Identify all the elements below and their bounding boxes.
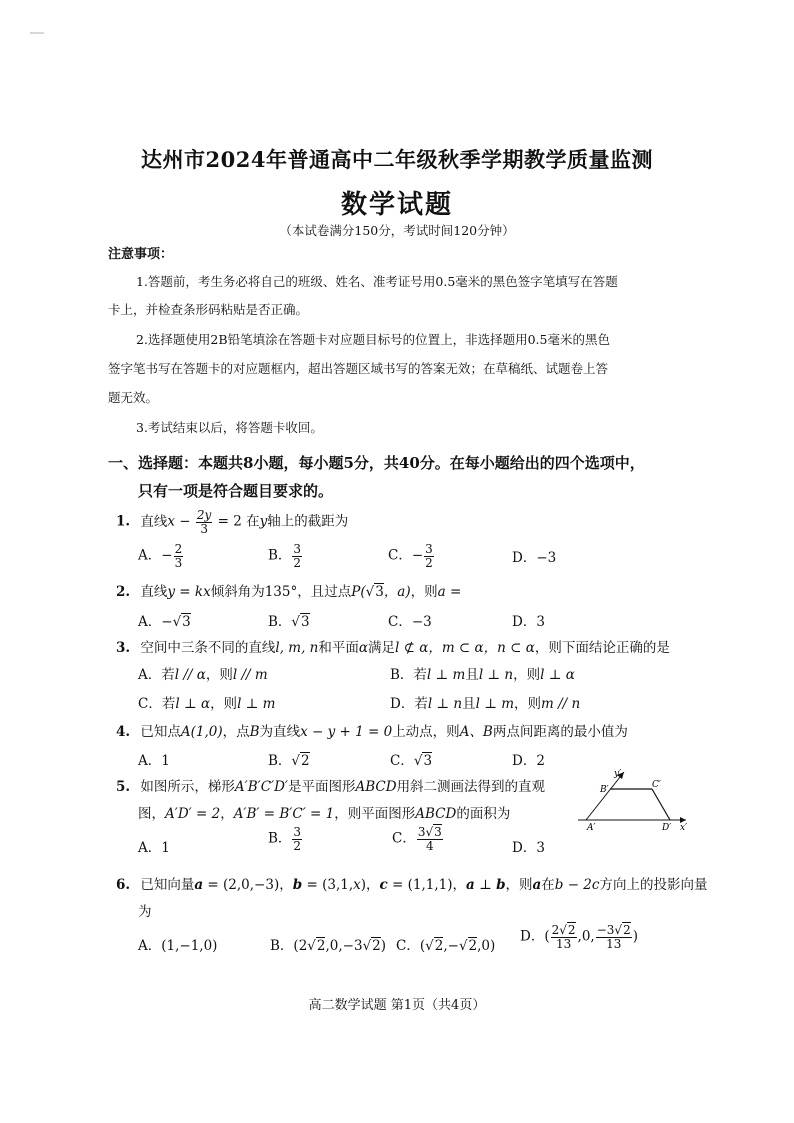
notice-heading: 注意事项： [108,247,174,262]
q5-c-coef: 3 [417,825,426,839]
q3-d-math-2: l ⊥ m [475,696,515,712]
q3-a-label: A． [138,667,162,683]
q6-option-c: C．(√2,−√2,0) [396,938,496,954]
question-2-number: 2. [116,584,131,600]
q3-b-text-1: 若 [413,667,427,683]
question-3-number: 3. [116,640,131,656]
q1-var-x: x [167,513,176,530]
q3-a-text-2: ，则 [205,667,233,683]
q1-a-num: 2 [174,542,183,556]
q3-option-b [390,663,575,683]
q5-c-frac: $\frac{3√3}{4}$ [417,825,442,853]
q1-minus: − [175,513,195,530]
q3-text-4: ，则下面结论正确的是 [534,640,670,656]
q2-b-label: B． [268,614,292,630]
q6-vec-a: a [194,877,204,893]
q5-ad: A′D′ = 2 [165,806,221,822]
q4-option-d [512,749,545,769]
q5-option-c [392,826,444,852]
q5-b-num: 3 [293,825,302,839]
q6-eq-b: = (3,1, [302,877,354,893]
q5-c-radicand: 3 [434,825,442,839]
q3-b-text-3: ，则 [513,667,541,683]
q6-b-part-1: (2 [293,938,308,954]
q6-c-label: C． [396,938,420,954]
q4-text-1: 已知点 [140,724,181,740]
q1-a-sign: − [161,547,173,564]
q2-a-sign: − [161,614,173,630]
q2-point-close: ，a) [383,584,411,600]
q6-d-open: ( [544,928,550,945]
q6-a-label: A． [138,938,162,954]
q4-point-b: B [249,724,260,740]
q6-text-2: ，则 [505,877,533,893]
q2-a-label: A． [138,614,162,630]
q2-d-value: 3 [536,614,545,630]
q5-text-6: ，则平面图形 [334,806,416,822]
q2-text-2: 倾斜角为135°，且过点 [210,584,352,600]
q6-eq-b-close: ) [360,877,367,893]
q6-d-den-1: 13 [555,936,572,951]
q3-option-d [390,692,580,712]
q3-alpha: α [358,640,368,656]
q3-c-math-1: l ⊥ α [175,696,211,712]
q4-line-eq: x − y + 1 = 0 [300,724,393,740]
q4-ab: A、B [459,724,493,740]
q1-a-frac [174,543,184,569]
q2-option-b: B．√3 [268,614,310,630]
q2-option-d [512,610,545,630]
q4-option-a [138,749,170,769]
q5-ab: A′B′ = B′C′ = 1 [233,806,335,822]
scan-speck [30,32,44,34]
q5-option-d [512,836,545,856]
q6-text-3: 在 [541,877,555,893]
q5-text-5: ， [220,806,234,822]
q4-text-3: 为直线 [259,724,301,740]
q3-a-text-1: 若 [161,667,175,683]
question-4-number: 4. [116,724,131,740]
q5-d-value: 3 [536,840,545,856]
section-1-heading-line-2: 只有一项是符合题目要求的。 [138,482,334,500]
q4-c-label: C． [390,753,414,769]
q5-option-a [138,836,170,856]
question-3-stem [116,636,670,656]
q1-c-num: 3 [425,542,433,556]
subject-title: 数学试题 [340,190,453,220]
q1-option-d [512,546,556,566]
q3-d-text-1: 若 [414,696,428,712]
q1-option-c [388,543,435,569]
q1-a-den: 3 [174,555,183,570]
notice-item-3: 3.考试结束以后，将答题卡收回。 [136,420,323,435]
y-axis [586,772,624,820]
notice-item-1-line-2: 卡上，并检查条形码粘贴是否正确。 [108,302,309,317]
q5-trapezoid-figure [572,762,696,834]
q1-fraction [196,509,212,535]
q1-text: 直线 [140,513,168,530]
q4-d-value: 2 [536,753,545,769]
q3-c-text-2: ，则 [210,696,238,712]
q3-b-label: B． [390,667,414,683]
question-5-stem-line-1 [116,775,545,795]
q6-d-den-2: 13 [606,936,622,951]
q1-eq: = 2 在 [213,513,260,530]
q6-option-b: B．(2√2,0,−3√2) [270,938,387,954]
notice-item-2-line-2: 签字笔书写在答题卡的对应题框内，超出答题区域书写的答案无效；在草稿纸、试题卷上答 [108,361,609,376]
q1-frac-den: 3 [200,521,208,536]
page-footer: 高二数学试题 第1页（共4页） [308,998,486,1013]
q4-text-5: 两点间距离的最小值为 [492,724,628,740]
q2-var-a: a = [437,584,462,600]
q4-option-c: C．√3 [390,753,433,769]
q5-abcd-2: ABCD [415,806,457,822]
q5-a-label: A． [138,840,162,856]
q4-text-4: 上动点，则 [392,724,460,740]
q6-d-radicand-1: 2 [567,923,576,937]
label-d: D′ [662,823,672,833]
q6-perp-b: b [496,877,506,893]
q3-d-math-1: l ⊥ n [427,696,463,712]
q3-b-math-2: l ⊥ n [478,667,514,683]
q2-option-a: A．−√3 [138,614,191,630]
q1-b-num: 3 [293,542,302,556]
q3-text-2: 和平面 [318,640,359,656]
notice-item-2-line-1: 2.选择题使用2B铅笔填涂在答题卡对应题目标号的位置上，非选择题用0.5毫米的黑色 [136,332,610,347]
q6-d-coef-1: 2 [551,923,560,937]
q6-var-x: x [353,877,361,893]
q3-a-math-1: l // α [174,667,206,683]
q5-d-label: D． [512,840,537,856]
notice-item-1-line-1: 1.答题前，考生务必将自己的班级、姓名、准考证号用0.5毫米的黑色签字笔填写在答题 [136,274,618,289]
q6-sep-2: ， [366,877,380,893]
q6-option-d [520,924,638,950]
q6-d-frac-1: $\frac{2√2}{13}$ [551,923,576,951]
q1-c-label: C． [388,547,412,564]
q1-post: 轴上的截距为 [267,513,349,530]
label-x: x′ [680,823,688,833]
q6-vec-b: b [292,877,303,893]
q5-text-3: 用斜二测画法得到的直观 [396,779,546,795]
q5-a-value: 1 [161,840,170,856]
q6-sep-1: ， [279,877,293,893]
q1-frac-num: 2y [196,508,212,522]
q4-a-value: 1 [161,753,170,769]
q5-c-label: C． [392,830,416,847]
q4-c-radicand: 3 [423,753,433,769]
q6-d-coef-2: −3 [596,923,615,937]
q1-b-frac [292,543,302,569]
question-1-stem [116,509,348,535]
q1-c-sign: − [411,547,424,564]
q6-c-radicand-1: 2 [434,938,444,954]
q2-a-radicand: 3 [182,614,191,630]
q6-eq-c: = (1,1,1) [387,877,453,893]
q1-d-value: −3 [536,550,557,566]
label-a: A′ [587,823,596,833]
q6-text-1: 已知向量 [140,877,195,893]
question-6-stem-line-2: 为 [138,904,152,920]
q6-text-4: 方向上的投影向量 [599,877,708,893]
q5-text-1: 如图所示，梯形 [140,779,235,795]
q6-vec-a-2: a [532,877,542,893]
q1-c-den: 2 [425,555,433,570]
q6-perp-a: a [466,877,475,893]
q3-d-text-2: 且 [462,696,476,712]
section-1-heading-line-1: 一、选择题：本题共8小题，每小题5分，共40分。在每小题给出的四个选项中， [108,454,645,472]
q6-c-part-2: ,− [443,938,459,954]
q6-c-part-1: ( [419,938,426,954]
label-y: y′ [614,769,622,779]
question-6-stem-line-1 [116,873,707,893]
q3-d-math-3: m // n [541,696,581,712]
segment-cd [652,789,670,820]
q6-d-mid: ,0, [577,928,595,945]
q6-sep-3: ， [452,877,467,893]
q5-text-4: 图， [138,806,165,822]
q2-d-label: D． [512,614,537,630]
q5-text-7: 的面积为 [456,806,511,822]
exam-note: （本试卷满分150分，考试时间120分钟） [279,223,515,238]
q6-d-close: ) [632,928,638,945]
q3-d-label: D． [390,696,415,712]
q6-perp: ⊥ [474,877,497,893]
question-4-stem [116,720,628,740]
notice-item-2-line-3: 题无效。 [108,390,159,405]
q1-a-label: A． [138,547,162,564]
question-2-stem: 2. 直线y = kx倾斜角为135°，且过点P(√3，a)，则a = [116,584,462,600]
q6-b-part-2: ,0,−3 [325,938,363,954]
question-6-number: 6. [116,877,131,893]
exam-title: 达州市2024年普通高中二年级秋季学期教学质量监测 [141,147,653,172]
q2-sqrt-3: 3 [375,584,384,600]
q6-d-radicand-2: 2 [623,923,631,937]
q5-abcd: ABCD [355,779,397,795]
q4-b-label: B． [268,753,292,769]
q2-c-label: C． [388,614,412,630]
q2-option-c [388,610,432,630]
question-5-stem-line-2 [138,802,510,822]
question-1-number: 1. [116,513,131,530]
question-5-number: 5. [116,779,131,795]
q2-c-value: −3 [411,614,432,630]
q4-text-2: ，点 [222,724,250,740]
q3-a-math-2: l // m [232,667,268,683]
q3-d-text-3: ，则 [514,696,542,712]
q6-b-radicand-2: 2 [372,938,381,954]
q5-b-label: B． [268,830,292,847]
q3-b-text-2: 且 [465,667,479,683]
q3-condition: l ⊄ α，m ⊂ α，n ⊂ α [395,640,535,656]
q2-text-3: ，则 [410,584,438,600]
q4-b-radicand: 2 [301,753,310,769]
q5-option-b [268,826,303,852]
q5-text-2: 是平面图形 [287,779,356,795]
q6-vec-c: c [379,877,388,893]
q6-option-a [138,934,217,954]
q4-point-a: A(1,0) [180,724,223,740]
q6-a-value: (1,−1,0) [161,938,218,954]
q4-option-b: B．√2 [268,753,310,769]
q6-b-part-3: ) [380,938,387,954]
q6-c-radicand-2: 2 [468,938,478,954]
q3-text-1: 空间中三条不同的直线 [140,640,276,656]
q1-c-frac [424,543,434,569]
q3-c-text-1: 若 [161,696,176,712]
q1-option-b [268,543,303,569]
q4-d-label: D． [512,753,537,769]
q2-point-open: P( [351,584,366,600]
q1-b-label: B． [268,547,292,564]
q5-trapezoid: A′B′C′D′ [234,779,288,795]
q2-line-eq: y = kx [167,584,211,600]
q3-option-c [138,692,275,712]
q3-text-3: 满足 [368,640,395,656]
label-c: C′ [652,780,661,790]
q3-c-math-2: l ⊥ m [237,696,276,712]
q5-c-den: 4 [425,838,434,853]
label-b: B′ [600,785,609,795]
q3-c-label: C． [138,696,162,712]
q5-b-den: 2 [293,838,302,853]
q2-b-radicand: 3 [301,614,310,630]
q1-var-y: y [259,513,268,530]
q6-expr: b − 2c [554,877,600,893]
q4-a-label: A． [138,753,162,769]
q1-d-label: D． [512,550,537,566]
q1-b-den: 2 [293,555,302,570]
q6-c-part-3: ,0) [477,938,496,954]
q3-b-math-1: l ⊥ m [426,667,466,683]
q2-text-1: 直线 [140,584,168,600]
q5-b-frac [292,826,302,852]
q3-b-math-3: l ⊥ α [540,667,575,683]
q6-d-frac-2: $\frac{-3√2}{13}$ [596,923,631,951]
q3-option-a [138,663,268,683]
q6-eq-a: = (2,0,−3) [203,877,280,893]
q3-lines: l, m, n [275,640,319,656]
q6-b-label: B． [270,938,294,954]
q6-d-label: D． [520,928,545,945]
q1-option-a [138,543,184,569]
q6-b-radicand-1: 2 [316,938,326,954]
